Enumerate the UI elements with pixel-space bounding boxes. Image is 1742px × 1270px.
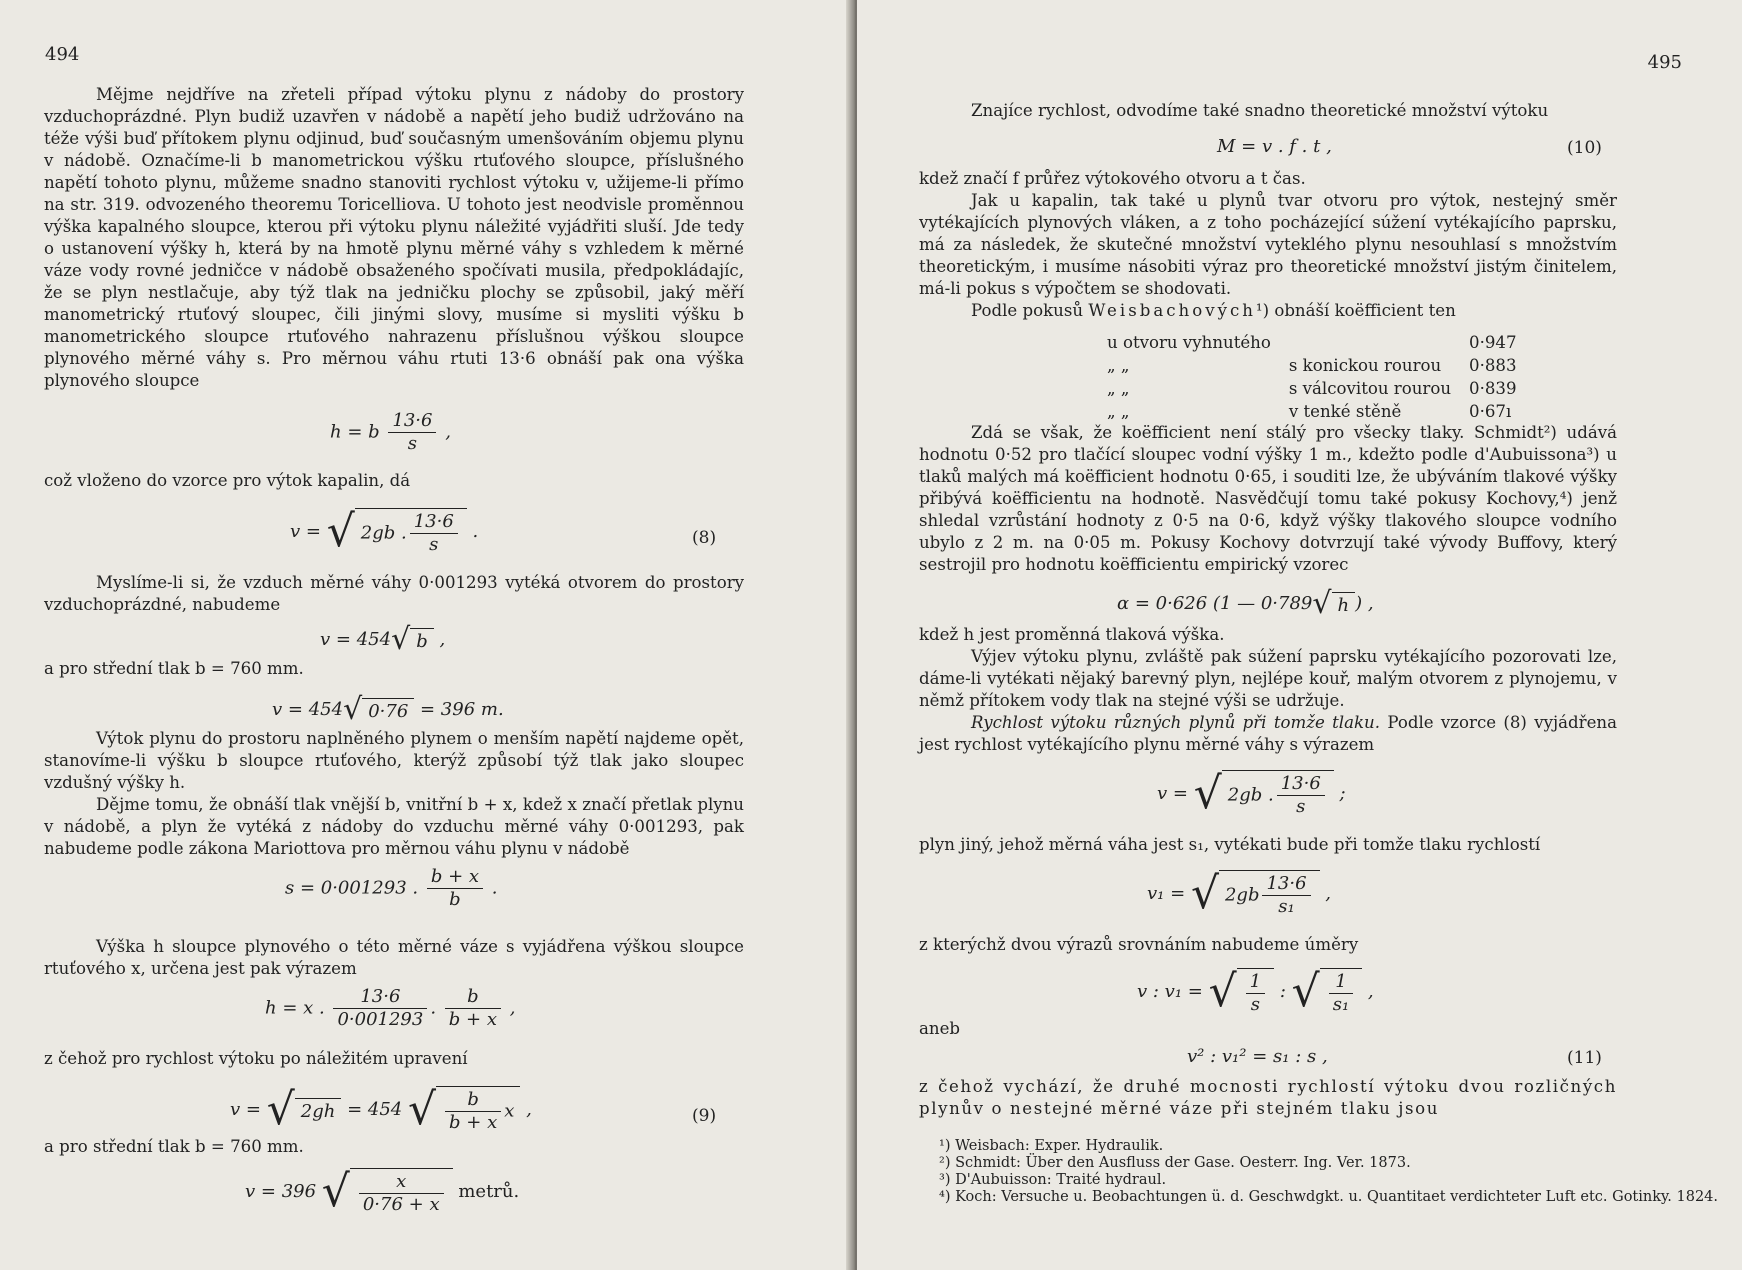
sqrt-symbol: √ (1312, 586, 1332, 621)
paragraph-text: z čehož vychází, že druhé mocnosti rychlostí výtoku dvou rozličných plynův o nestejné měrné váze při stejném tlaku jsou (919, 1077, 1617, 1118)
paragraph (44, 936, 744, 980)
sqrt-symbol: √ (407, 1084, 437, 1135)
table-cell (1281, 332, 1459, 353)
table-row (1099, 355, 1525, 376)
eq-inner: x (504, 1100, 515, 1122)
left-page (0, 0, 852, 1270)
sqrt-body: 0·76 (362, 698, 414, 722)
italic-heading: Rychlost výtoku různých plynů při tomže tlaku. (971, 713, 1380, 732)
fraction (1262, 873, 1310, 918)
paragraph-text: z kterýchž dvou výrazů srovnáním nabudeme úměry (919, 935, 1359, 954)
sqrt-body: 2gh (295, 1098, 342, 1122)
sqrt-body: h (1332, 592, 1356, 616)
paragraph-text: Mějme nejdříve na zřeteli případ výtoku plynu z nádoby do prostory vzduchoprázdné. Plyn budiž uzavřen v nádobě a napětí jeho budiž udržováno na téže výši buď přítokem plynu odjinud, buď současným umenšováním objemu plynu v nádobě. Označíme-li b manometrickou výšku rtuťového sloupce, příslušného napětí tohoto plynu, můžeme snadno stanoviti rychlost výtoku v, užijeme-li přímo na str. 319. odvozeného theoremu Toricelliova. U tohoto jest neodvisle proměnnou výška kapalného sloupce, kterou při výtoku plynu náležité vyjádřiti sluší. Jde tedy o ustanovení výšky h, která by na hmotě plynu měrné váhy s vzhledem k měrné váze vody rovné jedničce v nádobě obsaženého spočívati musila, předpokládajíc, že se plyn nestlačuje, aby týž tlak na jedničku plochy se způsobil, jaký měří manometrický rtuťový sloupec, čili jinými slovy, musíme si mysliti výšku b manometrického sloupce rtuťového nahrazenu příslušnou výškou sloupce plynového měrné váhy s. Pro měrnou váhu rtuti 13·6 obnáší pak ona výška plynového sloupce (44, 85, 744, 390)
table-cell: „ „ (1107, 401, 1130, 421)
fraction (410, 511, 458, 556)
denominator: 0·001293 (337, 1009, 424, 1030)
paragraph-text: Výška h sloupce plynového o této měrné váze s vyjádřena výškou sloupce rtuťového x, určena jest pak výrazem (44, 937, 744, 978)
sqrt-symbol: √ (391, 622, 411, 657)
numerator: 1 (1246, 971, 1265, 994)
equation-number: (11) (1567, 1048, 1602, 1068)
paragraph-text: a pro střední tlak b = 760 mm. (44, 659, 304, 678)
table-cell: 0·839 (1469, 378, 1517, 398)
equation-h (330, 410, 451, 455)
paragraph-text: plyn jiný, jehož měrná váha jest s₁, vytékati bude při tomže tlaku rychlostí (919, 835, 1541, 854)
fraction (1277, 773, 1325, 818)
sqrt-symbol: √ (1208, 966, 1237, 1017)
paragraph (919, 100, 1617, 122)
paragraph-text: což vloženo do vzorce pro výtok kapalin, dá (44, 471, 411, 490)
table-row (1099, 378, 1525, 399)
sqrt-body (1237, 968, 1274, 1016)
table-cell: v tenké stěně (1288, 401, 1402, 421)
fraction (427, 866, 483, 911)
eq-lhs: v = (1157, 783, 1188, 804)
footnote: ¹) Weisbach: Exper. Hydraulik. (939, 1138, 1164, 1154)
paragraph-text: Znajíce rychlost, odvodíme také snadno theoretické množství výtoku (971, 101, 1549, 120)
sqrt-symbol: √ (266, 1084, 295, 1135)
paragraph-text: Výjev výtoku plynu, zvláště pak súžení paprsku vytékajícího pozorovati lze, dáme-li vytékati nějaký barevný plyn, nejlépe kouř, malým otvorem z plynojemu, v němž přítokem vody tlak na stejné výši se udržuje. (919, 647, 1617, 710)
footnote: ⁴) Koch: Versuche u. Beobachtungen ü. d. Geschwdgkt. u. Quantitaet verdichteter Luft etc. Gotinky. 1824. (939, 1189, 1719, 1205)
equation-number: (8) (692, 528, 717, 548)
sqrt-body (436, 1086, 520, 1134)
sqrt-symbol: √ (1193, 768, 1222, 819)
eq-tail: ) , (1355, 593, 1374, 614)
numerator: 13·6 (410, 511, 458, 534)
paragraph-text: a pro střední tlak b = 760 mm. (44, 1137, 304, 1156)
numerator: b (445, 1089, 501, 1112)
equation-r2 (1147, 870, 1331, 918)
paragraph-text: kdež značí f průřez výtokového otvoru a t čas. (919, 169, 1306, 188)
equation-454b (320, 620, 445, 660)
denominator: s (1296, 796, 1306, 817)
denominator: s₁ (1332, 994, 1350, 1015)
numerator: 13·6 (1262, 873, 1310, 896)
page-number: 495 (1647, 52, 1682, 73)
eq-mid: : (1279, 981, 1286, 1002)
denominator: b + x (449, 1112, 498, 1133)
sqrt-body (1219, 870, 1320, 918)
fraction (388, 410, 436, 455)
paragraph (919, 624, 1617, 756)
eq-lhs: v₁ = (1147, 883, 1186, 904)
equation-hx: h = x . $\frac{13\cdot 6}{0\cdot 001293}$ . $\frac{b}{b + x}$ , (265, 986, 516, 1030)
paragraph-text: Jak u kapalin, tak také u plynů tvar otvoru pro výtok, nestejný směr vytékajících plynových vláken, a z toho pocházející súžení vytékajícího paprsku, má za následek, že skutečné množství vyteklého plynu nesouhlasí s množstvím theoretickým, i musíme násobiti výraz pro theoretické množství jistým činitelem, má-li pokus s výpočtem se shodovati. (919, 191, 1617, 298)
eq-tail: metrů. (458, 1181, 520, 1202)
equation-8 (290, 508, 478, 556)
paragraph-text: aneb (919, 1019, 961, 1038)
eq-tail: . (472, 521, 479, 542)
equation-10: M = v . f . t , (1217, 136, 1332, 157)
paragraph (44, 572, 744, 616)
eq-lhs: v = 396 (245, 1181, 317, 1202)
paragraph-text: kdež h jest proměnná tlaková výška. (919, 625, 1225, 644)
sqrt-symbol: √ (343, 692, 363, 727)
sqrt-symbol: √ (1291, 966, 1320, 1017)
paragraph-text: Zdá se však, že koëfficient není stálý pro všecky tlaky. Schmidt²) udává hodnotu 0·52 pro tlačící sloupec vodní výšky 1 m., kdežto podle d'Aubuissona³) u tlaků malých má koëfficient hodnotu 0·65, i souditi lze, že ubýváním tlakové výšky přibývá koëfficientu na hodnotě. Nasvědčují tomu také pokusy Kochovy,⁴) jenž shledal vzrůstání hodnoty z 0·5 na 0·6, když výšky tlakového sloupce vodního ubylo z 2 m. na 0·05 m. Pokusy Kochovy dotvrzují také vývody Buffovy, který sestrojil pro hodnotu koëfficientu empirický vzorec (919, 423, 1617, 574)
eq-tail: . (491, 877, 498, 899)
eq-inner: 2gb . (360, 522, 407, 544)
denominator: 0·76 + x (362, 1194, 440, 1215)
equation-alpha (1117, 584, 1374, 624)
text-run: Podle vzorce (8) vyjádřena jest rychlost vytékajícího plynu měrné váhy s výrazem (919, 713, 1617, 754)
equation-396 (272, 690, 504, 730)
equation-r3 (1137, 968, 1374, 1016)
eq-mid: = 454 (347, 1099, 403, 1120)
table-row (1099, 332, 1525, 353)
eq-lhs: α = 0·626 (1 — 0·789 (1117, 593, 1313, 614)
sqrt-symbol: √ (321, 1166, 350, 1217)
numerator: x (359, 1171, 444, 1194)
table-row (1099, 401, 1525, 422)
equation-11: v² : v₁² = s₁ : s , (1187, 1046, 1328, 1067)
table-cell: 0·947 (1469, 332, 1517, 352)
eq-lhs: v = 454 (320, 629, 392, 650)
sqrt-symbol: √ (326, 506, 355, 557)
footnote: ²) Schmidt: Über den Ausfluss der Gase. Oesterr. Ing. Ver. 1873. (939, 1155, 1411, 1171)
paragraph (44, 1136, 744, 1158)
sqrt-body: b (410, 628, 434, 652)
table-cell: u otvoru vyhnutého (1107, 332, 1271, 352)
fraction (333, 986, 427, 1031)
fraction (1329, 971, 1353, 1016)
paragraph-text: Dějme tomu, že obnáší tlak vnější b, vnitřní b + x, kdež x značí přetlak plynu v nádobě, a plyn že vytéká z nádoby do vzduchu měrné váhy 0·001293, pak nabudeme podle zákona Mariottova pro měrnou váhu plynu v nádobě (44, 795, 744, 858)
paragraph (919, 1018, 1617, 1040)
paragraph (919, 834, 1617, 856)
denominator: s (1250, 994, 1260, 1015)
eq-tail: , (509, 997, 516, 1019)
numerator: 13·6 (388, 410, 436, 433)
eq-lhs: v = (230, 1099, 261, 1120)
equation-metres (245, 1168, 519, 1216)
eq-lhs: v = 454 (272, 699, 344, 720)
paragraph (919, 422, 1617, 576)
paragraph (44, 1048, 744, 1070)
paragraph (44, 728, 744, 860)
eq-lhs: h = b (330, 421, 380, 443)
denominator: b + x (448, 1009, 497, 1030)
text-run: ¹) obnáší koëfficient ten (1255, 301, 1456, 320)
paragraph (919, 168, 1617, 322)
fraction (1246, 971, 1265, 1016)
paragraph (919, 1076, 1617, 1120)
equation-number: (9) (692, 1106, 717, 1126)
table-cell: s válcovitou rourou (1288, 378, 1452, 398)
sqrt-body (1320, 968, 1362, 1016)
paragraph (44, 470, 744, 492)
eq-lhs: v : v₁ = (1137, 981, 1203, 1002)
table-cell: „ „ (1107, 378, 1130, 398)
numerator: 13·6 (1277, 773, 1325, 796)
numerator: b (445, 986, 501, 1009)
numerator: 1 (1329, 971, 1353, 994)
coefficient-table (1097, 330, 1527, 424)
eq-tail: , (526, 1099, 532, 1120)
text-run: Podle pokusů (971, 301, 1084, 320)
table-cell: „ „ (1107, 355, 1130, 375)
paragraph (44, 658, 744, 680)
right-page (857, 0, 1742, 1270)
paragraph-text: Myslíme-li si, že vzduch měrné váhy 0·001293 vytéká otvorem do prostory vzduchoprázdné, nabudeme (44, 573, 744, 614)
table-cell: s konickou rourou (1288, 355, 1442, 375)
denominator: s (407, 433, 418, 454)
eq-inner: 2gb (1224, 884, 1260, 906)
equation-s (285, 866, 498, 911)
numerator: b + x (427, 866, 483, 889)
paragraph-text: Výtok plynu do prostoru naplněného plynem o menším napětí najdeme opět, stanovíme-li výšku b sloupce rtuťového, kterýž způsobí týž tlak jako sloupec vzdušný výšky h. (44, 729, 744, 792)
eq-tail: ; (1339, 783, 1346, 804)
table-cell: 0·883 (1469, 355, 1517, 375)
fraction (445, 986, 501, 1031)
paragraph-text (919, 300, 1617, 322)
sqrt-body (350, 1168, 453, 1216)
eq-tail: , (445, 421, 451, 443)
fraction (359, 1171, 444, 1216)
sqrt-symbol: √ (1190, 868, 1219, 919)
paragraph (919, 934, 1617, 956)
eq-lhs: s = 0·001293 . (285, 877, 419, 899)
fraction (445, 1089, 501, 1134)
equation-9 (230, 1086, 532, 1134)
eq-tail: , (439, 629, 446, 650)
eq-tail: = 396 m. (420, 699, 504, 720)
eq-lhs: v = (290, 521, 321, 542)
denominator: s (429, 534, 439, 555)
paragraph-text: z čehož pro rychlost výtoku po náležitém upravení (44, 1049, 468, 1068)
eq-tail: , (1325, 883, 1332, 904)
table-cell: 0·67ı (1469, 401, 1512, 421)
eq-tail: , (1367, 981, 1374, 1002)
equation-number: (10) (1567, 138, 1602, 158)
denominator: s₁ (1278, 896, 1295, 917)
footnote: ³) D'Aubuisson: Traité hydraul. (939, 1172, 1167, 1188)
author-name: Weisbachových (1088, 301, 1256, 320)
paragraph-text (919, 712, 1617, 756)
equation-r1 (1157, 770, 1346, 818)
denominator: b (449, 889, 461, 910)
eq-inner: 2gb . (1227, 784, 1274, 806)
paragraph (44, 84, 744, 392)
numerator: 13·6 (333, 986, 427, 1009)
eq-lhs: h = x . (265, 997, 325, 1019)
page-number: 494 (45, 44, 80, 65)
sqrt-body (355, 508, 467, 556)
sqrt-body (1222, 770, 1334, 818)
footnotes (939, 1138, 1718, 1206)
